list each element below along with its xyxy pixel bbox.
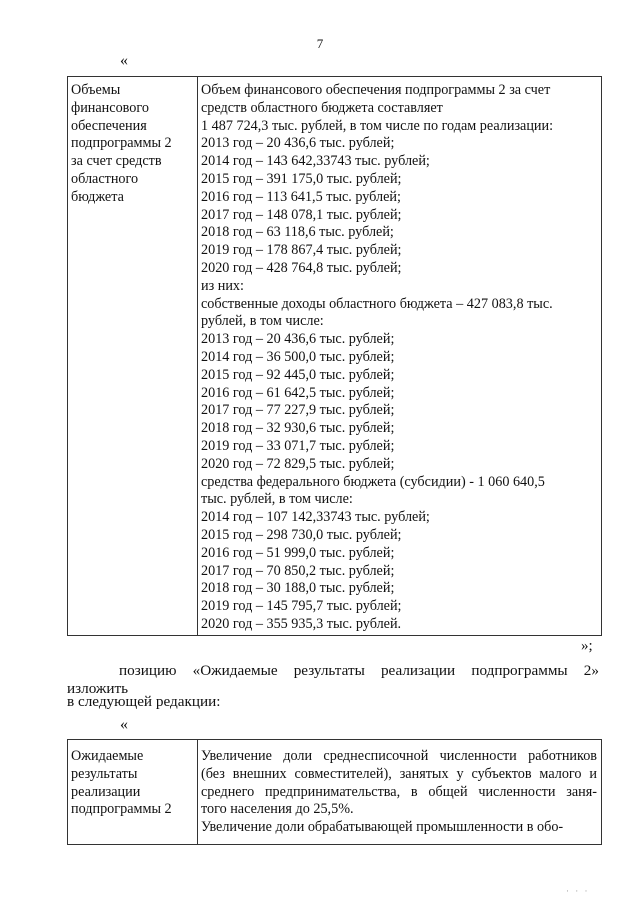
financing-content-line: 1 487 724,3 тыс. рублей, в том числе по годам реализации: bbox=[201, 117, 554, 134]
financing-content-line: собственные доходы областного бюджета – 427 083,8 тыс. bbox=[201, 295, 553, 312]
page-number: 7 bbox=[316, 36, 324, 51]
results-label-line: подпрограммы 2 bbox=[71, 801, 172, 818]
paragraph-line-2: в следующей редакции: bbox=[67, 693, 221, 710]
results-content bbox=[198, 740, 601, 837]
financing-content-line: 2018 год – 32 930,6 тыс. рублей; bbox=[201, 420, 395, 437]
financing-content-line: 2019 год – 145 795,7 тыс. рублей; bbox=[201, 598, 402, 615]
financing-content-line: 2014 год – 107 142,33743 тыс. рублей; bbox=[201, 509, 430, 526]
financing-content-line: 2020 год – 428 764,8 тыс. рублей; bbox=[201, 259, 402, 276]
financing-label-cell bbox=[68, 77, 198, 636]
results-label-line: Ожидаемые bbox=[71, 748, 144, 764]
results-label bbox=[68, 740, 197, 819]
closing-quote: »; bbox=[581, 638, 593, 654]
financing-content-line: рублей, в том числе: bbox=[201, 313, 324, 330]
results-content-cell bbox=[198, 740, 602, 845]
financing-content bbox=[198, 77, 601, 634]
financing-content-line: средств областного бюджета составляет bbox=[201, 99, 443, 116]
financing-content-line: 2018 год – 63 118,6 тыс. рублей; bbox=[201, 224, 394, 241]
financing-content-line: 2016 год – 61 642,5 тыс. рублей; bbox=[201, 384, 395, 401]
financing-label-line: Объемы bbox=[71, 82, 121, 98]
financing-content-line: 2015 год – 298 730,0 тыс. рублей; bbox=[201, 526, 402, 543]
financing-content-line: 2017 год – 77 227,9 тыс. рублей; bbox=[201, 402, 395, 419]
opening-quote-1: « bbox=[120, 52, 128, 69]
financing-label-line: финансового bbox=[71, 99, 149, 116]
results-label-line: результаты bbox=[71, 765, 138, 782]
financing-label-line: обеспечения bbox=[71, 117, 147, 134]
paragraph-line-1: позицию «Ожидаемые результаты реализации подпрограммы 2» изложить bbox=[67, 662, 599, 697]
financing-label bbox=[68, 77, 197, 207]
financing-content-line: средства федерального бюджета (субсидии) - 1 060 640,5 bbox=[201, 473, 545, 490]
results-content-line: среднего предпринимательства, в общей численности заня- bbox=[201, 783, 597, 800]
results-content-line: (без внешних совместителей), занятых у субъектов малого и bbox=[201, 765, 597, 782]
results-label-line: реализации bbox=[71, 783, 141, 800]
financing-content-line: 2019 год – 33 071,7 тыс. рублей; bbox=[201, 437, 395, 454]
financing-label-line: за счет средств bbox=[71, 153, 162, 170]
financing-content-cell bbox=[198, 77, 602, 636]
results-table bbox=[67, 739, 602, 845]
financing-content-line: Объем финансового обеспечения подпрограммы 2 за счет bbox=[201, 82, 551, 98]
opening-quote-2: « bbox=[120, 716, 128, 733]
results-label-cell bbox=[68, 740, 198, 845]
results-content-line: того населения до 25,5%. bbox=[201, 801, 354, 818]
financing-content-line: 2013 год – 20 436,6 тыс. рублей; bbox=[201, 331, 395, 348]
financing-label-line: областного bbox=[71, 170, 139, 187]
results-content-line: Увеличение доли обрабатывающей промышленности в обо- bbox=[201, 819, 564, 836]
financing-content-line: 2019 год – 178 867,4 тыс. рублей; bbox=[201, 242, 402, 259]
scan-mark: · · · bbox=[566, 886, 590, 896]
financing-content-line: 2020 год – 72 829,5 тыс. рублей; bbox=[201, 455, 395, 472]
financing-content-line: из них: bbox=[201, 277, 244, 294]
financing-content-line: 2016 год – 51 999,0 тыс. рублей; bbox=[201, 544, 395, 561]
financing-content-line: 2017 год – 148 078,1 тыс. рублей; bbox=[201, 206, 402, 223]
financing-content-line: 2016 год – 113 641,5 тыс. рублей; bbox=[201, 188, 401, 205]
financing-content-line: 2015 год – 92 445,0 тыс. рублей; bbox=[201, 366, 395, 383]
financing-content-line: 2018 год – 30 188,0 тыс. рублей; bbox=[201, 580, 395, 597]
financing-content-line: 2014 год – 143 642,33743 тыс. рублей; bbox=[201, 153, 430, 170]
financing-content-line: 2014 год – 36 500,0 тыс. рублей; bbox=[201, 348, 395, 365]
results-content-line: Увеличение доли среднесписочной численности работников bbox=[201, 748, 597, 764]
financing-content-line: 2017 год – 70 850,2 тыс. рублей; bbox=[201, 562, 395, 579]
financing-content-line: 2015 год – 391 175,0 тыс. рублей; bbox=[201, 170, 402, 187]
financing-content-line: 2020 год – 355 935,3 тыс. рублей. bbox=[201, 615, 402, 632]
financing-table bbox=[67, 76, 602, 636]
financing-content-line: тыс. рублей, в том числе: bbox=[201, 491, 353, 508]
financing-label-line: подпрограммы 2 bbox=[71, 135, 172, 152]
financing-label-line: бюджета bbox=[71, 188, 124, 205]
financing-content-line: 2013 год – 20 436,6 тыс. рублей; bbox=[201, 135, 395, 152]
